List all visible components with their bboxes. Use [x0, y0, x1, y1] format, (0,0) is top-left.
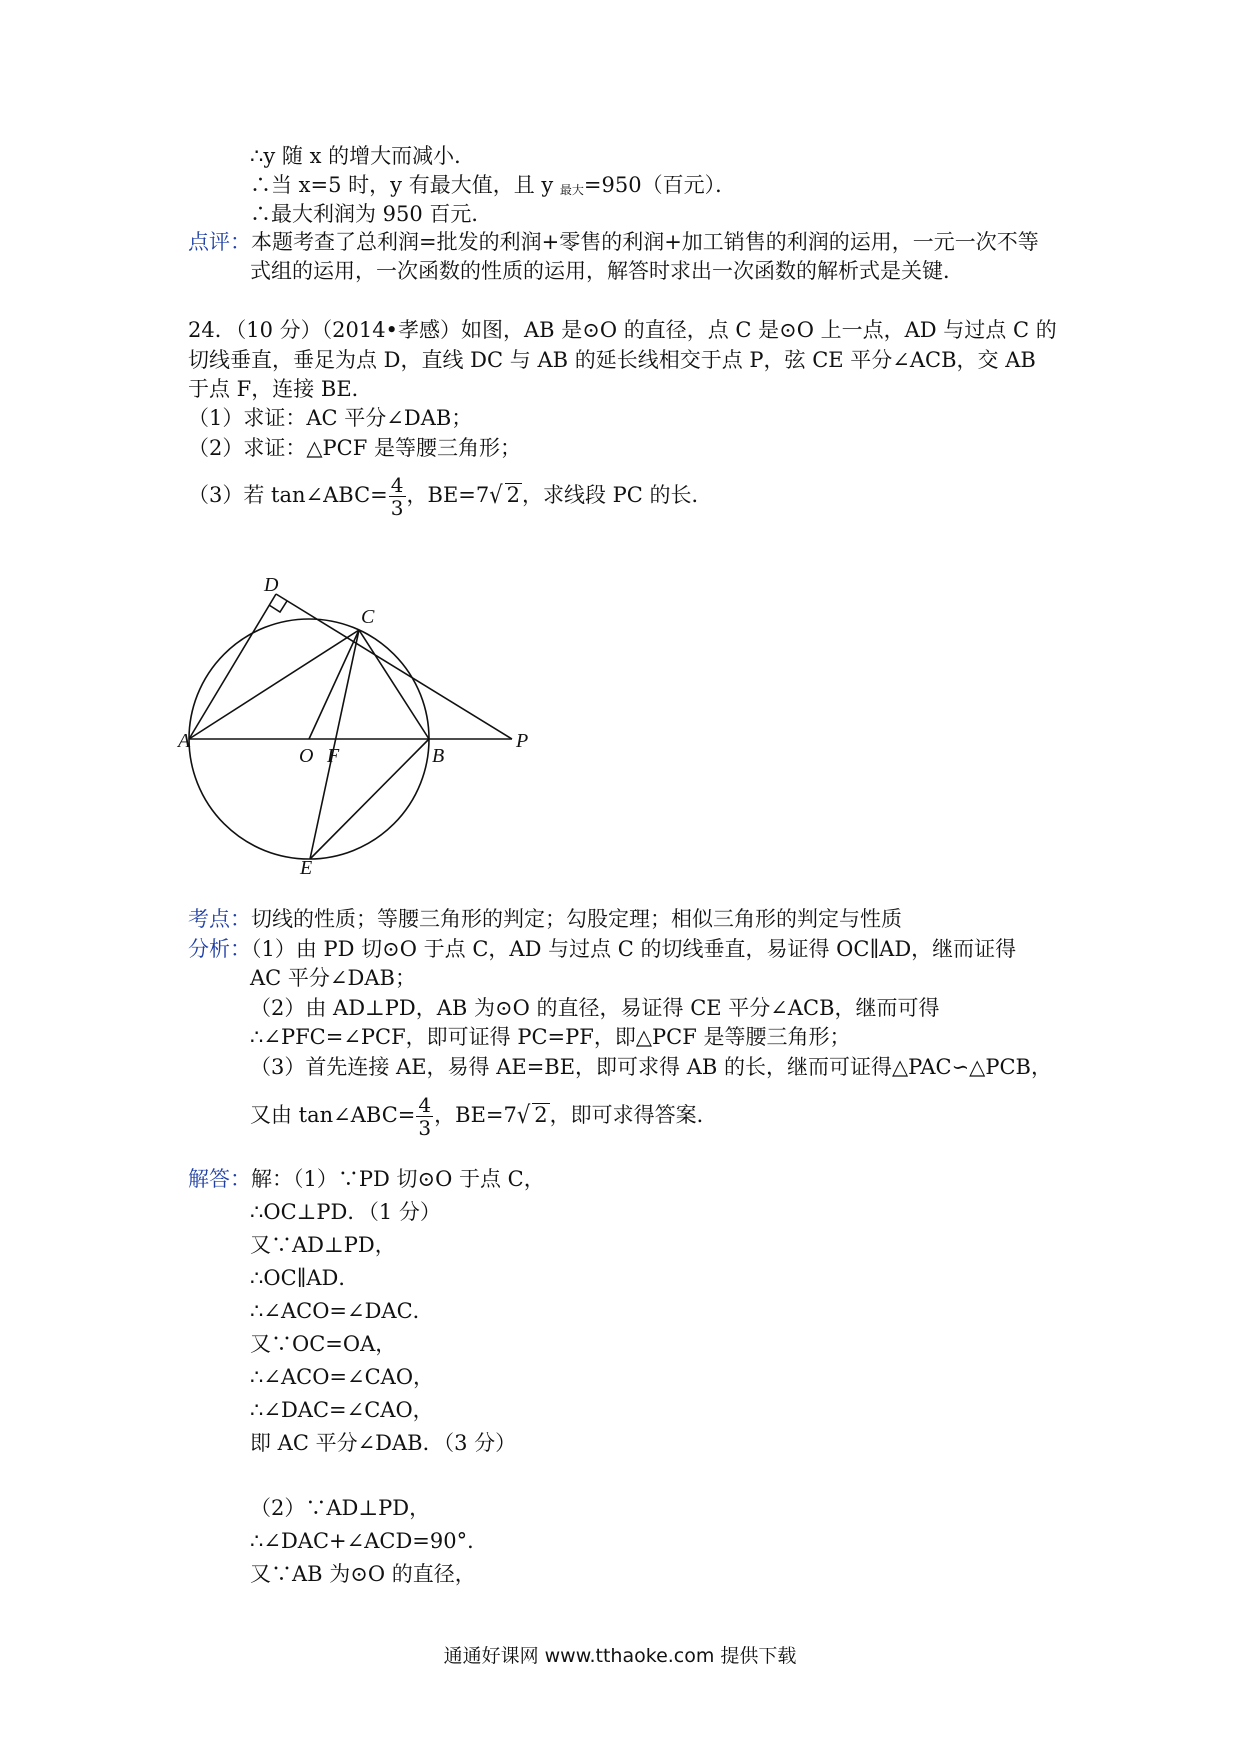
text-fragment: 又由 tan∠ABC= — [250, 1103, 416, 1127]
text-fragment: 本题考查了总利润=批发的利润+零售的利润+加工销售的利润的运用，一元一次不等 — [251, 230, 1039, 254]
geometry-figure — [178, 574, 545, 879]
question-1: （1）求证：AC 平分∠DAB； — [188, 406, 473, 430]
label-e: E — [300, 857, 313, 879]
solution-line: ∴OC⊥PD．（1 分） — [250, 1200, 441, 1224]
text-line — [250, 1090, 718, 1140]
radicand: 2 — [506, 483, 520, 507]
problem-line: 24．（10 分）（2014•孝感）如图，AB 是⊙O 的直径，点 C 是⊙O 上一点，AD 与过点 C 的 — [188, 318, 1057, 342]
problem-line: 切线垂直，垂足为点 D，直线 DC 与 AB 的延长线相交于点 P，弦 CE 平分∠ACB，交 AB — [188, 348, 1036, 372]
solution-line: ∴∠ACO=∠CAO， — [250, 1365, 435, 1389]
text-line — [250, 171, 736, 202]
kaodian-label: 考点： — [188, 907, 251, 931]
line-dp — [276, 594, 512, 739]
solution-line: 又∵AB 为⊙O 的直径， — [250, 1562, 476, 1586]
radical-sign: √ — [516, 1101, 531, 1129]
label-p: P — [516, 730, 529, 752]
text-line: （3）首先连接 AE，易得 AE=BE，即可求得 AB 的长，继而可证得△PAC∽△PCB， — [250, 1055, 1052, 1079]
page-footer: 通通好课网 www.tthaoke.com 提供下载 — [443, 1645, 797, 1667]
kaodian-line — [188, 905, 902, 933]
text-fragment: （1）由 PD 切⊙O 于点 C，AD 与过点 C 的切线垂直，易证得 OC∥AD，继而证得 — [251, 937, 1017, 961]
jieda-label: 解答： — [188, 1167, 251, 1191]
solution-line: 又∵AD⊥PD， — [250, 1233, 396, 1257]
jieda-line — [188, 1165, 545, 1193]
question-3 — [188, 470, 713, 520]
solution-line: ∴∠DAC+∠ACD=90°． — [250, 1529, 489, 1553]
fraction-denominator: 3 — [390, 496, 404, 520]
problem-line: 于点 F，连接 BE． — [188, 377, 373, 401]
line-ad — [189, 594, 276, 739]
text-fragment: ，BE=7 — [434, 1103, 517, 1127]
text-fragment: （3）若 tan∠ABC= — [188, 483, 388, 507]
fenxi-line — [188, 935, 1016, 963]
label-a: A — [178, 730, 191, 752]
text-line: AC 平分∠DAB； — [250, 966, 416, 990]
comment-label: 点评： — [188, 230, 251, 254]
solution-line: ∴∠ACO=∠DAC． — [250, 1299, 434, 1323]
text-line: ∴∠PFC=∠PCF，即可证得 PC=PF，即△PCF 是等腰三角形； — [250, 1025, 851, 1049]
radicand: 2 — [534, 1103, 548, 1127]
text-fragment: 解：（1）∵PD 切⊙O 于点 C， — [251, 1167, 545, 1191]
fraction — [389, 474, 406, 519]
text-line: 式组的运用，一次函数的性质的运用，解答时求出一次函数的解析式是关键． — [250, 259, 964, 283]
fraction — [416, 1094, 433, 1139]
fraction-numerator: 4 — [418, 1093, 432, 1117]
label-c: C — [361, 606, 375, 628]
solution-line: 又∵OC=OA， — [250, 1332, 397, 1356]
fenxi-label: 分析： — [188, 937, 251, 961]
comment-line — [188, 228, 1039, 256]
fraction-numerator: 4 — [390, 473, 404, 497]
subscript: 最大 — [559, 183, 584, 197]
text-fragment: ∴当 x=5 时，y 有最大值，且 y — [250, 173, 560, 197]
text-fragment: 切线的性质；等腰三角形的判定；勾股定理；相似三角形的判定与性质 — [251, 907, 902, 931]
solution-line: ∴∠DAC=∠CAO， — [250, 1398, 434, 1422]
text-line: （2）由 AD⊥PD，AB 为⊙O 的直径，易证得 CE 平分∠ACB，继而可得 — [250, 996, 940, 1020]
label-f: F — [327, 745, 340, 767]
question-2: （2）求证：△PCF 是等腰三角形； — [188, 436, 521, 460]
text-fragment: ，即可求得答案． — [549, 1103, 718, 1127]
fraction-denominator: 3 — [418, 1116, 432, 1140]
label-o: O — [299, 745, 314, 767]
text-line: ∴y 随 x 的增大而减小． — [250, 144, 476, 168]
label-b: B — [432, 745, 445, 767]
line-cb — [359, 630, 429, 739]
solution-line: 即 AC 平分∠DAB．（3 分） — [250, 1431, 517, 1455]
text-fragment: =950（百元）． — [583, 173, 737, 197]
text-line: ∴最大利润为 950 百元． — [250, 202, 493, 226]
solution-line: ∴OC∥AD． — [250, 1266, 360, 1290]
radical-sign: √ — [489, 481, 503, 509]
solution-line: （2）∵AD⊥PD， — [250, 1496, 431, 1520]
text-fragment: ，求线段 PC 的长． — [522, 483, 713, 507]
label-d: D — [264, 574, 279, 596]
text-fragment: ，BE=7 — [406, 483, 490, 507]
